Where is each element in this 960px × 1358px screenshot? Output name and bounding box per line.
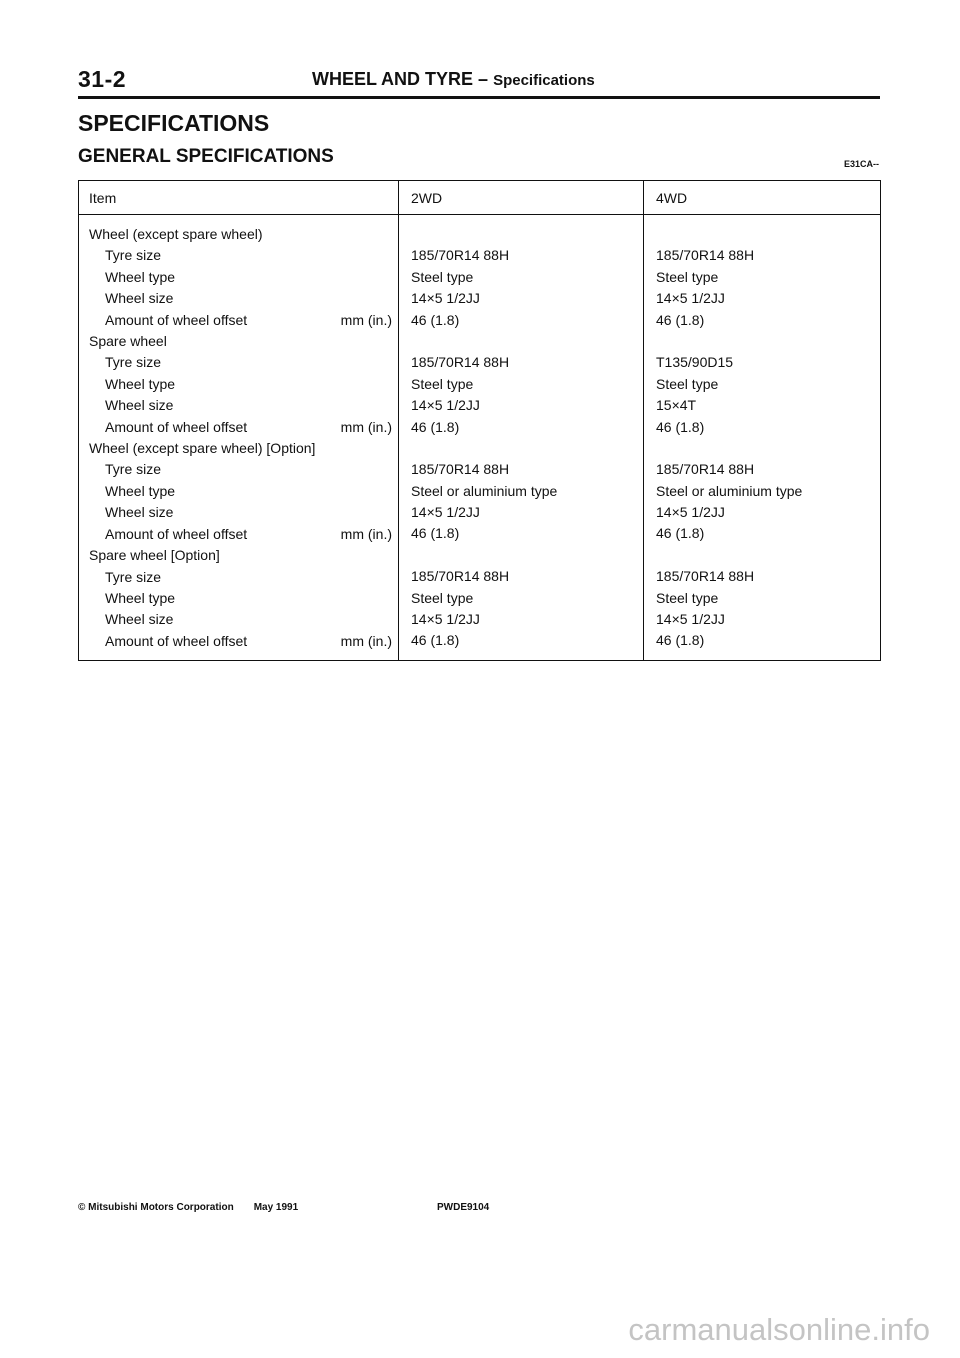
page-number: 31-2: [78, 66, 127, 92]
2wd-value: [411, 224, 643, 245]
2wd-value: 185/70R14 88H: [411, 568, 510, 585]
item-label: Tyre size: [105, 247, 162, 264]
item-label: Wheel type: [105, 589, 176, 606]
item-label: Amount of wheel offset: [105, 525, 248, 542]
column-header-4wd: 4WD: [644, 181, 881, 215]
table-row: [89, 567, 398, 588]
publication-date: May 1991: [253, 1202, 299, 1213]
item-label: Amount of wheel offset: [105, 632, 248, 649]
table-body-row: [79, 215, 881, 661]
4wd-value: [656, 224, 880, 245]
2wd-value: 46 (1.8): [411, 418, 460, 435]
2wd-value: 185/70R14 88H: [411, 461, 510, 478]
table-row: [89, 245, 398, 266]
4wd-value: T135/90D15: [656, 354, 734, 371]
2wd-value: [411, 545, 643, 566]
2wd-value: Steel type: [411, 375, 474, 392]
item-label: Wheel size: [105, 397, 174, 414]
table-row: [89, 417, 398, 438]
item-label: Amount of wheel offset: [105, 418, 248, 435]
table-row: [89, 352, 398, 373]
2wd-value: 14×5 1/2JJ: [411, 611, 480, 628]
4wd-value: 46 (1.8): [656, 525, 705, 542]
4wd-value: 14×5 1/2JJ: [656, 290, 725, 307]
2wd-value: 14×5 1/2JJ: [411, 290, 480, 307]
table-row: [89, 481, 398, 502]
table-row: [89, 224, 398, 245]
4wd-value: [656, 545, 880, 566]
item-label: Wheel type: [105, 375, 176, 392]
table-row: [89, 609, 398, 630]
2wd-value: 46 (1.8): [411, 525, 460, 542]
item-label: Wheel size: [105, 504, 174, 521]
item-label: Wheel type: [105, 268, 176, 285]
item-label: Wheel size: [105, 290, 174, 307]
4wd-value: 46 (1.8): [656, 418, 705, 435]
item-label: Spare wheel: [89, 333, 167, 350]
4wd-value: Steel type: [656, 589, 719, 606]
watermark: carmanualsonline.info: [628, 1312, 930, 1347]
column-header-item: Item: [79, 181, 399, 215]
table-row: [89, 331, 398, 352]
2wd-value: 14×5 1/2JJ: [411, 397, 480, 414]
4wd-value: 46 (1.8): [656, 632, 705, 649]
table-row: [89, 588, 398, 609]
table-row: [89, 438, 398, 459]
4wd-value: Steel type: [656, 268, 719, 285]
column-header-2wd: 2WD: [399, 181, 644, 215]
header-title: [312, 69, 595, 90]
table-row: [89, 395, 398, 416]
4wd-value: 15×4T: [656, 397, 697, 414]
4wd-value: 46 (1.8): [656, 311, 705, 328]
unit-label: mm (in.): [340, 311, 392, 328]
reference-code: E31CA--: [844, 159, 880, 169]
item-label: Tyre size: [105, 461, 162, 478]
page-header: [78, 66, 880, 99]
unit-label: mm (in.): [340, 418, 392, 435]
2wd-value: 14×5 1/2JJ: [411, 504, 480, 521]
2wd-value: 185/70R14 88H: [411, 247, 510, 264]
item-label: Tyre size: [105, 568, 162, 585]
4wd-value: [656, 331, 880, 352]
item-label: Wheel size: [105, 611, 174, 628]
item-label: Wheel type: [105, 482, 176, 499]
table-row: [89, 524, 398, 545]
subsection-heading: GENERAL SPECIFICATIONS: [78, 146, 334, 167]
table-row: [89, 545, 398, 566]
item-label: Wheel (except spare wheel): [89, 226, 263, 242]
table-row: [89, 374, 398, 395]
2wd-value: 46 (1.8): [411, 632, 460, 649]
header-section: WHEEL AND TYRE: [312, 69, 474, 89]
4wd-value: 14×5 1/2JJ: [656, 504, 725, 521]
item-label: Spare wheel [Option]: [89, 547, 220, 564]
table-row: [89, 288, 398, 309]
footer-copyright-block: [78, 1202, 298, 1213]
unit-label: mm (in.): [340, 632, 392, 649]
table-row: [89, 502, 398, 523]
4wd-value: Steel type: [656, 375, 719, 392]
4wd-value: 185/70R14 88H: [656, 247, 755, 264]
4wd-value: 185/70R14 88H: [656, 461, 755, 478]
2wd-value: Steel type: [411, 268, 474, 285]
4wd-value: [656, 438, 880, 459]
table-header-row: [79, 181, 881, 215]
2wd-value: 185/70R14 88H: [411, 354, 510, 371]
table-row: [89, 267, 398, 288]
item-label: Amount of wheel offset: [105, 311, 248, 328]
4wd-value: 14×5 1/2JJ: [656, 611, 725, 628]
2wd-value: 46 (1.8): [411, 311, 460, 328]
section-heading: SPECIFICATIONS: [78, 110, 270, 136]
4wd-value: Steel or aluminium type: [656, 482, 803, 499]
2wd-value: [411, 331, 643, 352]
2wd-value: Steel or aluminium type: [411, 482, 558, 499]
table-row: [89, 310, 398, 331]
item-column: [79, 215, 399, 661]
item-label: Tyre size: [105, 354, 162, 371]
table-row: [89, 459, 398, 480]
unit-label: mm (in.): [340, 525, 392, 542]
2wd-column: [399, 215, 644, 661]
document-code: PWDE9104: [437, 1202, 490, 1213]
general-specifications-table: [78, 180, 881, 661]
table-row: [89, 631, 398, 652]
header-separator: –: [478, 69, 489, 89]
4wd-column: [644, 215, 881, 661]
2wd-value: Steel type: [411, 589, 474, 606]
2wd-value: [411, 438, 643, 459]
item-label: Wheel (except spare wheel) [Option]: [89, 440, 316, 457]
copyright: © Mitsubishi Motors Corporation: [78, 1202, 234, 1213]
4wd-value: 185/70R14 88H: [656, 568, 755, 585]
header-subsection: Specifications: [493, 72, 595, 89]
